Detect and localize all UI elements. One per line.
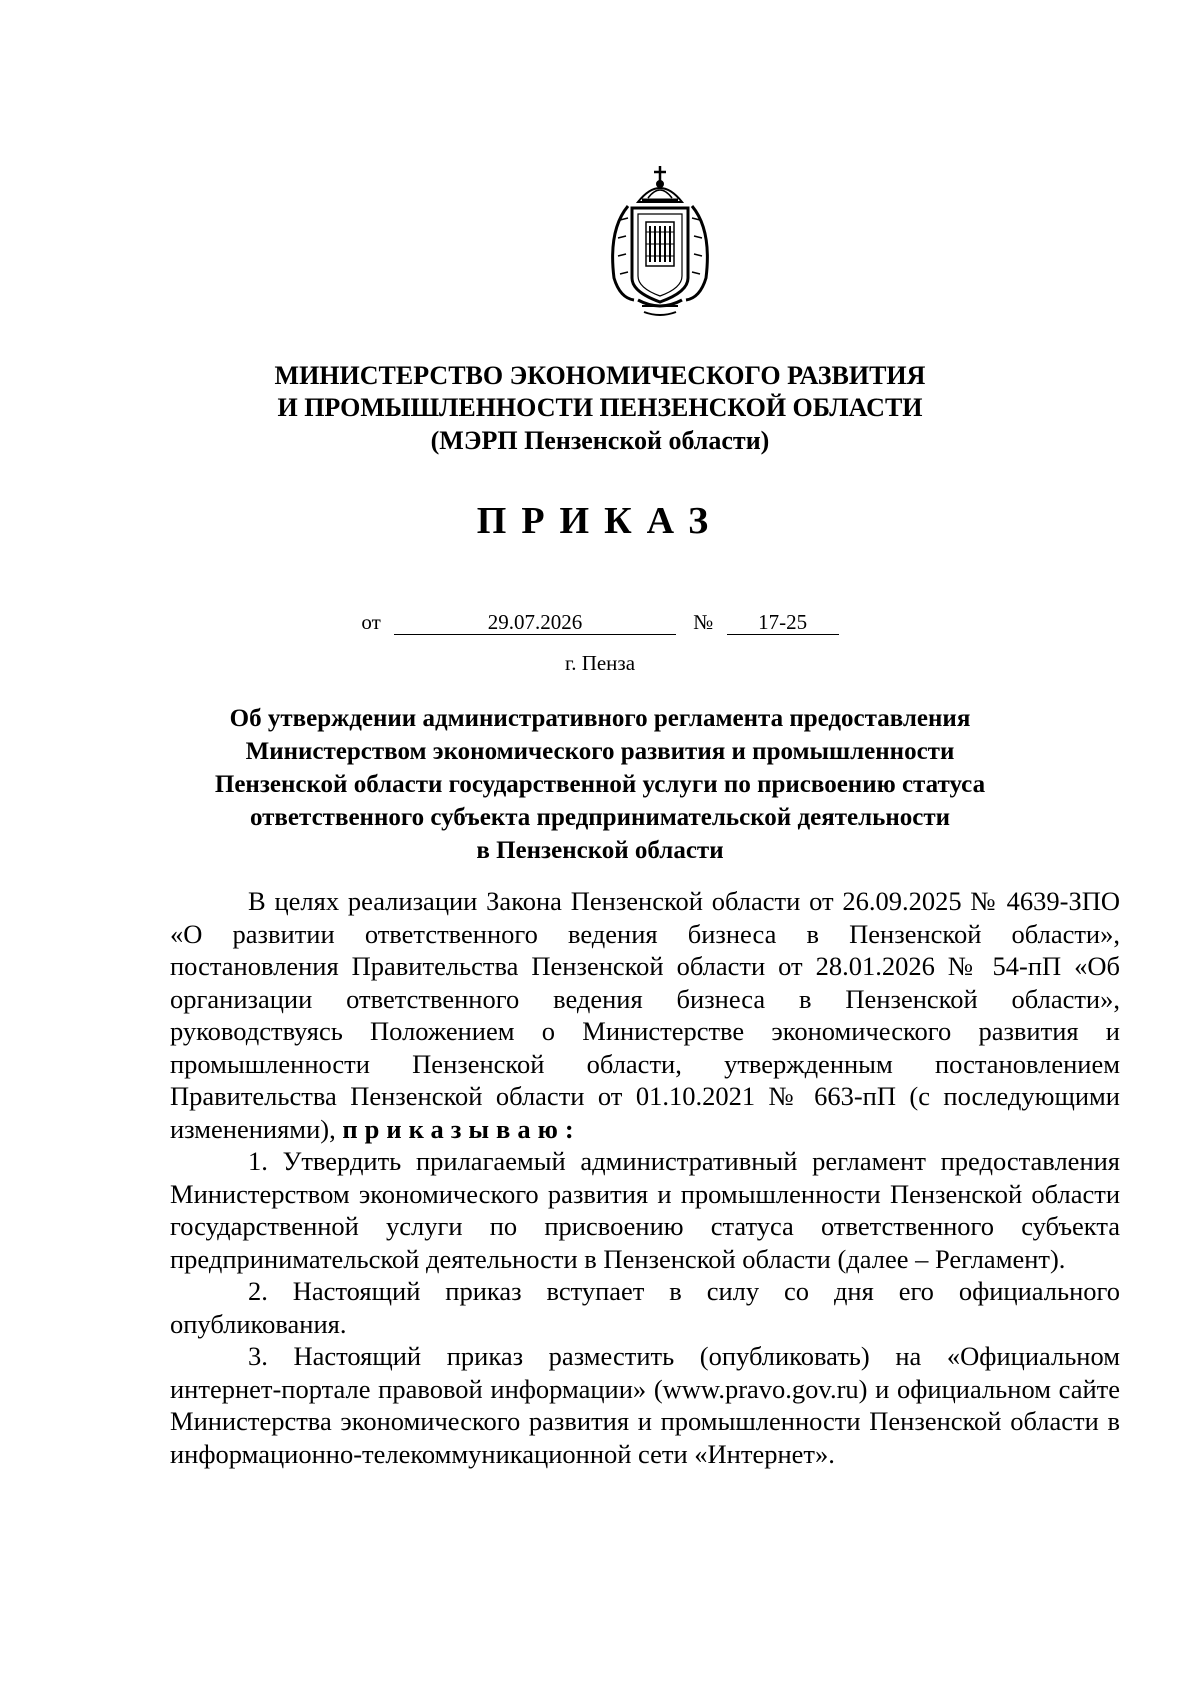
order-item-3: 3. Настоящий приказ разместить (опубликовать) на «Официальном интернет-портале правовой информации» (www.pravo.gov.ru) и официальном сайте Министерства экономического развития и промышленности Пензенской области в информационно-телекоммуникационной сети «Интернет».: [170, 1341, 1120, 1469]
order-word-colon: :: [564, 1113, 574, 1144]
subject-line: Пензенской области государственной услуги по присвоению статуса: [214, 771, 986, 798]
ministry-name-line2: И ПРОМЫШЛЕННОСТИ ПЕНЗЕНСКОЙ ОБЛАСТИ: [277, 393, 923, 422]
number-sign: №: [693, 610, 714, 634]
subject-line: Об утверждении административного регламента предоставления: [229, 705, 971, 732]
document-type-title: ПРИКАЗ: [476, 500, 724, 542]
order-item-2: 2. Настоящий приказ вступает в силу со дня его официального опубликования.: [170, 1276, 1120, 1339]
order-subject: [150, 702, 1050, 867]
subject-line: Министерством экономического развития и промышленности: [245, 738, 955, 765]
ministry-abbreviation: (МЭРП Пензенской области): [430, 426, 770, 455]
preamble-text: В целях реализации Закона Пензенской области от 26.09.2025 № 4639-ЗПО «О развитии ответственного ведения бизнеса в Пензенской области», постановления Правительства Пензенской области от 28.01.2026 № 54-пП «Об организации ответственного ведения бизнеса в Пензенской области», руководствуясь Положением о Министерстве экономического развития и промышленности Пензенской области, утвержденным постановлением Правительства Пензенской области от 01.10.2021 № 663-пП (с последующими изменениями),: [170, 886, 1120, 1144]
order-word: приказываю: [342, 1113, 565, 1144]
order-body: [170, 885, 1120, 1470]
subject-line: в Пензенской области: [476, 837, 724, 864]
order-number: 17-25: [727, 610, 839, 635]
subject-line: ответственного субъекта предпринимательской деятельности: [249, 804, 951, 831]
preamble-paragraph: [170, 885, 1120, 1145]
coat-of-arms-emblem: [598, 160, 722, 320]
date-prefix: от: [361, 610, 381, 634]
ministry-name-line1: МИНИСТЕРСТВО ЭКОНОМИЧЕСКОГО РАЗВИТИЯ: [274, 361, 926, 390]
order-date: 29.07.2026: [394, 610, 676, 635]
order-item-1: 1. Утвердить прилагаемый административный регламент предоставления Министерством экономического развития и промышленности Пензенской области государственной услуги по присвоению статуса ответственного субъекта предпринимательской деятельности в Пензенской области (далее – Регламент).: [170, 1146, 1120, 1274]
issue-city: г. Пенза: [564, 651, 636, 675]
order-date-number-line: [0, 609, 1200, 635]
